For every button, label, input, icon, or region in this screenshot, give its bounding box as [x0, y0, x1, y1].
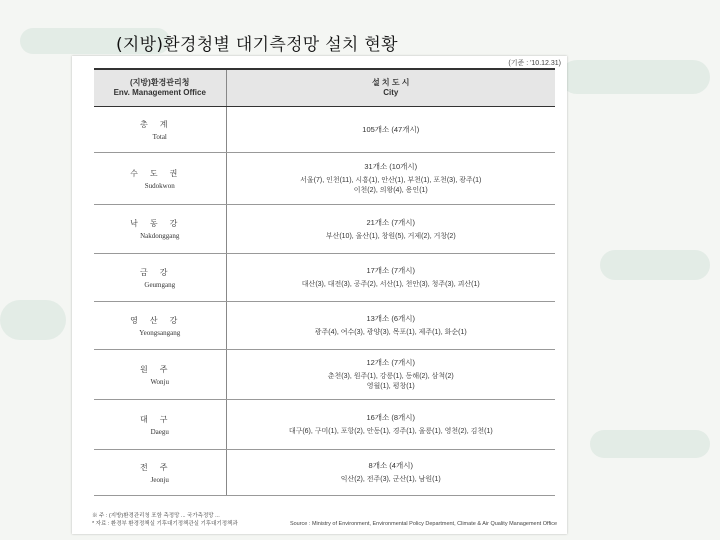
city-cell: 105개소 (47개시) — [226, 107, 555, 153]
city-cell: 21개소 (7개시) 부산(10), 울산(1), 창원(5), 거제(2), 거창(2) — [226, 205, 555, 254]
office-cell: 원주 Wonju — [94, 350, 226, 400]
table-row — [94, 153, 555, 205]
city-column-header: 설 치 도 시 City — [226, 69, 555, 107]
table-row — [94, 205, 555, 254]
slide-title: (지방)환경청별 대기측정망 설치 현황 — [116, 35, 398, 55]
measurement-network-table — [94, 68, 555, 496]
city-cell: 16개소 (8개시) 대구(6), 구미(1), 포항(2), 안동(1), 경주(1), 울릉(1), 영천(2), 김천(1) — [226, 400, 555, 450]
city-cell: 13개소 (6개시) 광주(4), 여수(3), 광양(3), 목포(1), 제주(1), 화순(1) — [226, 302, 555, 350]
table-row — [94, 302, 555, 350]
background-brush-stroke — [590, 430, 710, 458]
table-row — [94, 350, 555, 400]
background-brush-stroke — [560, 60, 710, 94]
office-column-header: (지방)환경관리청 Env. Management Office — [94, 69, 226, 107]
table-row — [94, 400, 555, 450]
scanned-document — [72, 56, 567, 534]
note-line: * 자료 : 환경부 환경정책실 기후대기정책관실 기후대기정책과 — [92, 521, 238, 527]
office-cell: 대구 Daegu — [94, 400, 226, 450]
basis-date: (기준 : '10.12.31) — [508, 60, 561, 67]
table-row — [94, 254, 555, 302]
note-line: ※ 주 : (지방)환경관리청 포함 측정망 ... 국가측정망 ... — [92, 513, 220, 519]
office-cell: 낙동강 Nakdonggang — [94, 205, 226, 254]
city-cell: 12개소 (7개시) 춘천(3), 원주(1), 강릉(1), 동해(2), 삼척(2) 영월(1), 평창(1) — [226, 350, 555, 400]
background-brush-stroke — [600, 250, 710, 280]
office-cell: 영산강 Yeongsangang — [94, 302, 226, 350]
table-notes — [92, 512, 557, 528]
office-cell: 총계 Total — [94, 107, 226, 153]
table-header-row — [94, 69, 555, 107]
city-cell: 17개소 (7개시) 대산(3), 대전(3), 공주(2), 서산(1), 천안(3), 청주(3), 괴산(1) — [226, 254, 555, 302]
table-row — [94, 107, 555, 153]
table-row — [94, 450, 555, 496]
background-brush-stroke — [0, 300, 66, 340]
source-line: Source : Ministry of Environment, Environmental Policy Department, Climate & Air Quality Management Office — [289, 521, 557, 527]
office-cell: 금강 Geumgang — [94, 254, 226, 302]
city-cell: 31개소 (10개시) 서울(7), 인천(11), 시흥(1), 안산(1), 부천(1), 포천(3), 광주(1) 이천(2), 의왕(4), 용인(1) — [226, 153, 555, 205]
office-cell: 전주 Jeonju — [94, 450, 226, 496]
city-cell: 8개소 (4개시) 익산(2), 전주(3), 군산(1), 남원(1) — [226, 450, 555, 496]
office-cell: 수도권 Sudokwon — [94, 153, 226, 205]
